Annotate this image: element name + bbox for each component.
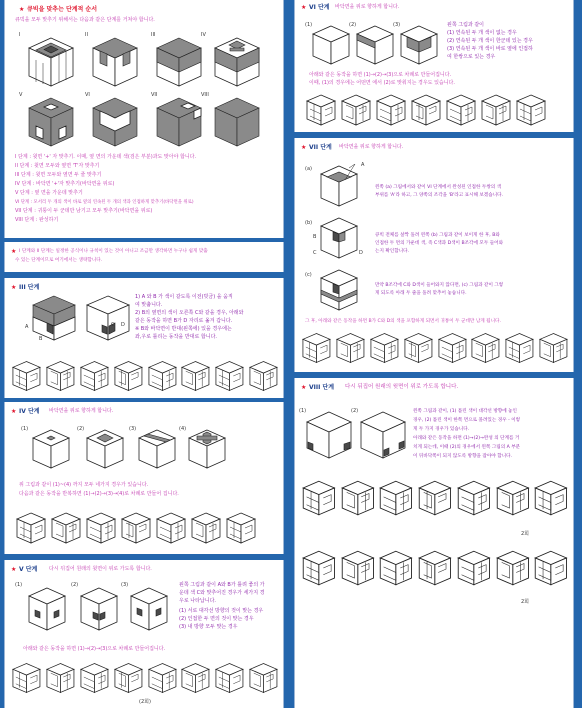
move-cube-icon xyxy=(11,359,42,393)
move-cube-icon xyxy=(113,661,144,695)
move-cube-icon xyxy=(15,511,47,545)
stage-4-num-1: (1) xyxy=(21,426,29,432)
stage-7-c-line-1: 만약 B조각에 C와 D색이 들어와지 않다면, (c) 그림과 같이 그렇 xyxy=(375,283,504,288)
stage-8-cube-2-icon xyxy=(359,410,407,460)
stage-4-num-3: (3) xyxy=(129,426,137,432)
stage-3-line-1: 1) A 와 B 가 색이 같도록 이전(빗금) 을 움직 xyxy=(135,294,233,300)
step-7: VII 단계 : 귀퉁이 두 군데만 남기고 모두 맞추기(바닥면을 위로) xyxy=(15,208,153,214)
move-cube-icon xyxy=(113,359,144,393)
stage-5-heading: V 단계 xyxy=(19,566,38,573)
step-4: IV 단계 : 바닥면 '+'자 맞추기(바닥면을 위로) xyxy=(15,181,115,187)
stage-8-line-4: 아래와 같은 동작을 하면 (1)→(2)→완성 의 단계를 거 xyxy=(413,436,520,441)
stage-4-star-icon: ★ xyxy=(11,408,17,415)
stage-8-panel xyxy=(294,378,574,708)
stage-label-8: VIII xyxy=(201,92,209,98)
move-cube-icon xyxy=(456,549,492,587)
stage-3-star-icon: ★ xyxy=(11,284,17,291)
stage-4-num-2: (2) xyxy=(77,426,85,432)
stage-6-line-2: (1) 연속된 두 개 색이 없는 경우 xyxy=(447,30,517,36)
stage-7-heading: VII 단계 xyxy=(309,144,332,151)
stage-5-num-2: (2) xyxy=(71,582,79,588)
move-cube-icon xyxy=(214,661,245,695)
cube-stage-3-icon xyxy=(155,36,203,88)
stage-7-b-line-2: 인접한 두 면의 가운데 색, 즉 C색과 D색이 B조각에 모두 들어와 xyxy=(375,241,504,246)
stage-7-star-icon: ★ xyxy=(301,144,307,151)
stage-5-num-1: (1) xyxy=(15,582,23,588)
stage-6-num-3: (3) xyxy=(393,22,401,28)
stage-7-b-line-3: 는지 확인합니다. xyxy=(375,249,409,254)
move-cube-icon xyxy=(417,479,453,517)
stage-8-caption-2: 2회 xyxy=(521,599,530,605)
stage-5-star-icon: ★ xyxy=(11,566,17,573)
stage-6-heading: VI 단계 xyxy=(309,4,330,11)
star-icon: ★ xyxy=(19,6,25,13)
move-cube-icon xyxy=(225,511,257,545)
stage-7-cube-c-icon xyxy=(319,268,359,312)
stage-6-footer-1: 아래와 같은 동작을 하면 (1)→(2)→(3)으로 차례로 만들어집니다. xyxy=(309,72,452,78)
move-cube-icon xyxy=(340,479,376,517)
stage-3-line-2: 여 맞춥니다. xyxy=(135,302,163,308)
step-3: III 단계 : 윗면 모두와 옆면 두 줄 맞추기 xyxy=(15,172,102,178)
stage-5-intro: 다시 뒤집어 원래의 윗면이 위로 가도록 합니다. xyxy=(49,566,152,572)
stage-5-footer: 아래와 같은 동작을 하면 (1)→(2)→(3)으로 차례로 만들어집니다. xyxy=(23,646,166,652)
step-8: VIII 단계 : 완성하기 xyxy=(15,217,59,223)
stage-7-label-b: B xyxy=(313,234,317,240)
stage-4-move-sequence xyxy=(15,510,275,546)
move-cube-icon xyxy=(305,93,337,127)
stage-7-num-c: (c) xyxy=(305,272,312,278)
move-cube-icon xyxy=(301,549,337,587)
cube-stage-8-icon xyxy=(213,96,261,148)
move-cube-icon xyxy=(340,93,372,127)
move-cube-icon xyxy=(378,549,414,587)
stage-8-heading: VIII 단계 xyxy=(309,384,335,391)
stage-3-label-b: B xyxy=(39,336,43,342)
step-5: V 단계 : 옆 면을 가운데 맞추기 xyxy=(15,190,83,196)
stage-6-line-4: (3) 연속된 두 개 색이 바로 옆에 인접하 xyxy=(447,46,533,52)
stage-7-cube-a-icon xyxy=(319,164,359,208)
stage-6-num-2: (2) xyxy=(349,22,357,28)
stage-7-footer: 그 후, 아래와 같은 동작을 하면 B가 C와 D의 색을 포함하게 되면서 귀퉁이 두 군데만 남게 됩니다. xyxy=(305,319,501,324)
stage-8-line-1: 왼쪽 그림과 같이, (1) 틀린 색이 대각선 방향에 놓인 xyxy=(413,409,517,414)
note-line-1: I 단계와 II 단계는 일정한 공식이나 규칙이 있는 것이 아니고 조금만 생각하면 누구나 쉽게 맞출 xyxy=(19,249,208,254)
stage-6-star-icon: ★ xyxy=(301,4,307,11)
stage-4-intro: 바닥면을 위로 향하게 합니다. xyxy=(49,408,114,414)
stage-8-line-6: 이 뒤바닥쪽이 되지 않도록 방향을 잡아야 합니다. xyxy=(413,454,512,459)
stage-3-label-c: C xyxy=(111,322,115,328)
stage-6-cube-2-icon xyxy=(355,24,395,66)
move-cube-icon xyxy=(495,479,531,517)
move-cube-icon xyxy=(147,359,178,393)
move-cube-icon xyxy=(45,661,76,695)
stage-4-panel xyxy=(4,402,284,554)
move-cube-icon xyxy=(120,511,152,545)
intro-title: 큐빅을 맞추는 단계적 순서 xyxy=(27,6,98,13)
stage-6-cube-3-icon xyxy=(399,24,439,66)
stage-7-a-line-2: 부위를 'A'라 하고, 그 양쪽의 조각을 'B'라고 표시해 보겠습니다. xyxy=(375,193,504,198)
stage-3-line-3: 2) B의 옆면의 색이 오른쪽 C와 같을 경우, 아래와 xyxy=(135,310,244,316)
move-cube-icon xyxy=(50,511,82,545)
stage-7-cube-b-icon xyxy=(319,216,359,260)
stage-4-cube-2-icon xyxy=(85,428,125,470)
move-cube-icon xyxy=(180,359,211,393)
stage-8-caption-1: 2회 xyxy=(521,531,530,537)
cube-stage-1-icon xyxy=(27,36,75,88)
stage-6-line-5: 여 한쌍으로 있는 경우 xyxy=(447,54,496,60)
move-cube-icon xyxy=(214,359,245,393)
stage-8-move-sequence-1 xyxy=(301,478,571,518)
stage-3-line-6: 좌,우로 틀리는 동작을 반대로 합니다. xyxy=(135,334,217,340)
move-cube-icon xyxy=(248,661,279,695)
move-cube-icon xyxy=(470,331,501,365)
stage-4-cube-3-icon xyxy=(137,428,177,470)
stage-7-move-sequence xyxy=(301,330,571,366)
stage-5-caption: (2회) xyxy=(139,699,151,705)
move-cube-icon xyxy=(504,331,535,365)
move-cube-icon xyxy=(79,359,110,393)
move-cube-icon xyxy=(378,479,414,517)
move-cube-icon xyxy=(301,479,337,517)
move-cube-icon xyxy=(456,479,492,517)
stage-7-label-a: A xyxy=(361,162,365,168)
stage-8-intro: 다시 뒤집어 원래의 윗면이 위로 가도록 합니다. xyxy=(345,384,459,390)
stage-5-line-2: 운데 색 C와 맞추어진 경우가 세가지 경 xyxy=(179,590,265,596)
move-cube-icon xyxy=(533,549,569,587)
move-cube-icon xyxy=(410,93,442,127)
step-6: VI 단계 : 모서리 두 개의 색이 바로 옆의 연속된 두 개의 색과 인접하게 맞추기(바닥면을 위로) xyxy=(15,200,194,205)
stage-8-cube-1-icon xyxy=(305,410,353,460)
stage-7-b-line-1: 큐빅 전체를 살짝 돌려 왼쪽 (b) 그림과 같이 보이게 한 후, B와 xyxy=(375,233,500,238)
stage-8-num-1: (1) xyxy=(299,408,307,414)
cube-stage-2-icon xyxy=(91,36,139,88)
stage-label-6: VI xyxy=(85,92,90,98)
stage-5-move-sequence xyxy=(11,660,281,696)
stage-7-intro: 바닥면을 위로 향하게 합니다. xyxy=(339,144,404,150)
stage-6-move-sequence xyxy=(305,92,565,128)
stage-3-line-4: 같은 동작을 하면 B가 D 자리로 옮겨 갑니다. xyxy=(135,318,233,324)
stage-8-line-3: 게 두 가지 경우가 있습니다. xyxy=(413,427,470,432)
move-cube-icon xyxy=(335,331,366,365)
move-cube-icon xyxy=(301,331,332,365)
move-cube-icon xyxy=(533,479,569,517)
stage-5-num-3: (3) xyxy=(121,582,129,588)
stage-7-panel xyxy=(294,138,574,372)
stage-7-num-b: (b) xyxy=(305,220,313,226)
stage-3-panel xyxy=(4,278,284,398)
stage-7-label-c: C xyxy=(313,250,317,256)
stage-5-line-6: (3) 내 방향 모두 맞는 경우 xyxy=(179,624,238,630)
stage-4-heading: IV 단계 xyxy=(19,408,40,415)
stage-label-5: V xyxy=(19,92,23,98)
stage-6-line-1: 왼쪽 그림과 같이 xyxy=(447,22,484,28)
move-cube-icon xyxy=(538,331,569,365)
stage-3-heading: III 단계 xyxy=(19,284,40,291)
stage-7-c-line-2: 게 되도록 아래 두 줄을 돌려 맞추어 놓습니다. xyxy=(375,291,467,296)
move-cube-icon xyxy=(155,511,187,545)
stage-label-7: VII xyxy=(151,92,158,98)
note-line-2: 수 있는 단계이므로 여기에서는 생략합니다. xyxy=(15,258,103,263)
move-cube-icon xyxy=(480,93,512,127)
move-cube-icon xyxy=(515,93,547,127)
move-cube-icon xyxy=(417,549,453,587)
stage-label-1: I xyxy=(19,32,21,38)
stage-8-num-2: (2) xyxy=(351,408,359,414)
move-cube-icon xyxy=(79,661,110,695)
move-cube-icon xyxy=(403,331,434,365)
move-cube-icon xyxy=(437,331,468,365)
stage-5-cube-1-icon xyxy=(27,586,67,632)
stage-label-2: II xyxy=(85,32,88,38)
cube-stage-7-icon xyxy=(155,96,203,148)
stage-3-label-a: A xyxy=(25,324,29,330)
move-cube-icon xyxy=(85,511,117,545)
stage-6-intro: 바닥면을 위로 향하게 합니다. xyxy=(335,4,400,10)
stage-3-move-sequence xyxy=(11,358,281,394)
note-star-icon: ★ xyxy=(11,248,17,255)
move-cube-icon xyxy=(147,661,178,695)
stage-7-num-a: (a) xyxy=(305,166,312,172)
stage-3-label-d: D xyxy=(121,322,125,328)
stage-label-4: IV xyxy=(201,32,206,38)
stage-4-num-4: (4) xyxy=(179,426,187,432)
stage-4-line-2: 다음과 같은 동작을 반복하면 (1)→(2)→(3)→(4)로 차례로 만들어 집니다. xyxy=(19,491,179,497)
intro-subtitle: 큐빅을 모두 맞추기 위해서는 다음과 같은 단계를 거쳐야 합니다. xyxy=(15,17,155,23)
move-cube-icon xyxy=(445,93,477,127)
move-cube-icon xyxy=(375,93,407,127)
stage-8-line-2: 경우, (2) 틀린 색이 한쪽 면으로 몰려있는 경우 - 이렇 xyxy=(413,418,521,423)
stage-5-cube-2-icon xyxy=(79,586,119,632)
move-cube-icon xyxy=(190,511,222,545)
stage-4-cube-1-icon xyxy=(31,428,71,470)
cube-stage-5-icon xyxy=(27,96,75,148)
step-2: II 단계 : 윗면 모두와 옆면 'T'자 맞추기 xyxy=(15,163,100,169)
move-cube-icon xyxy=(11,661,42,695)
stage-7-a-line-1: 왼쪽 (a) 그림에서와 같이 VI 단계에서 완성된 인접한 두쌍의 색 xyxy=(375,185,502,190)
stage-5-cube-3-icon xyxy=(129,586,169,632)
stage-3-cube-b-icon xyxy=(85,294,131,342)
stage-3-line-5: ※ B와 바닥면이 반대(왼쪽에) 있을 경우에는 xyxy=(135,326,232,332)
move-cube-icon xyxy=(495,549,531,587)
right-column xyxy=(290,0,579,708)
stage-5-line-4: (1) 서로 대각선 방향의 것이 맞는 경우 xyxy=(179,608,264,614)
stage-8-line-5: 치게 되는데, 이때 (2)의 경우에서 왼쪽 그림의 A 부분 xyxy=(413,445,521,450)
stage-6-cube-1-icon xyxy=(311,24,351,66)
stage-6-num-1: (1) xyxy=(305,22,313,28)
stage-6-line-3: (2) 연속된 두 개 색이 한군데 있는 경우 xyxy=(447,38,533,44)
move-cube-icon xyxy=(369,331,400,365)
stage-label-3: III xyxy=(151,32,156,38)
intro-panel xyxy=(4,0,284,238)
stage-3-cube-a-icon xyxy=(31,294,77,342)
stage-4-cube-4-icon xyxy=(187,428,227,470)
stage-5-line-5: (2) 인접한 두 면의 것이 맞는 경우 xyxy=(179,616,254,622)
stage-7-label-d: D xyxy=(359,250,363,256)
left-column xyxy=(0,0,289,708)
stage-8-star-icon: ★ xyxy=(301,384,307,391)
stage-6-panel xyxy=(294,0,574,132)
stage-5-line-1: 왼쪽 그림과 같이 A와 B가 틀려 좋의 가 xyxy=(179,582,265,588)
step-1: I 단계 : 윗면 '+' 자 맞추기. 이때, 옆 면의 가운데 색(검은 부분)과도 맞아야 합니다. xyxy=(15,154,197,160)
stage-5-panel xyxy=(4,560,284,708)
stage-6-footer-2: 이때, (1)의 경우에는 어떤면 에서 (2)로 맞춰지는 경우도 있습니다. xyxy=(309,80,455,86)
cube-stage-6-icon xyxy=(91,96,139,148)
stage-8-move-sequence-2 xyxy=(301,548,571,588)
note-panel xyxy=(4,242,284,272)
move-cube-icon xyxy=(180,661,211,695)
cube-stage-4-icon xyxy=(213,36,261,88)
stage-5-line-3: 우로 나타납니다. xyxy=(179,598,216,604)
move-cube-icon xyxy=(248,359,279,393)
move-cube-icon xyxy=(45,359,76,393)
stage-4-line-1: 위 그림과 같이 (1)~(4) 까지 모두 네가지 경우가 있습니다. xyxy=(19,482,149,488)
move-cube-icon xyxy=(340,549,376,587)
